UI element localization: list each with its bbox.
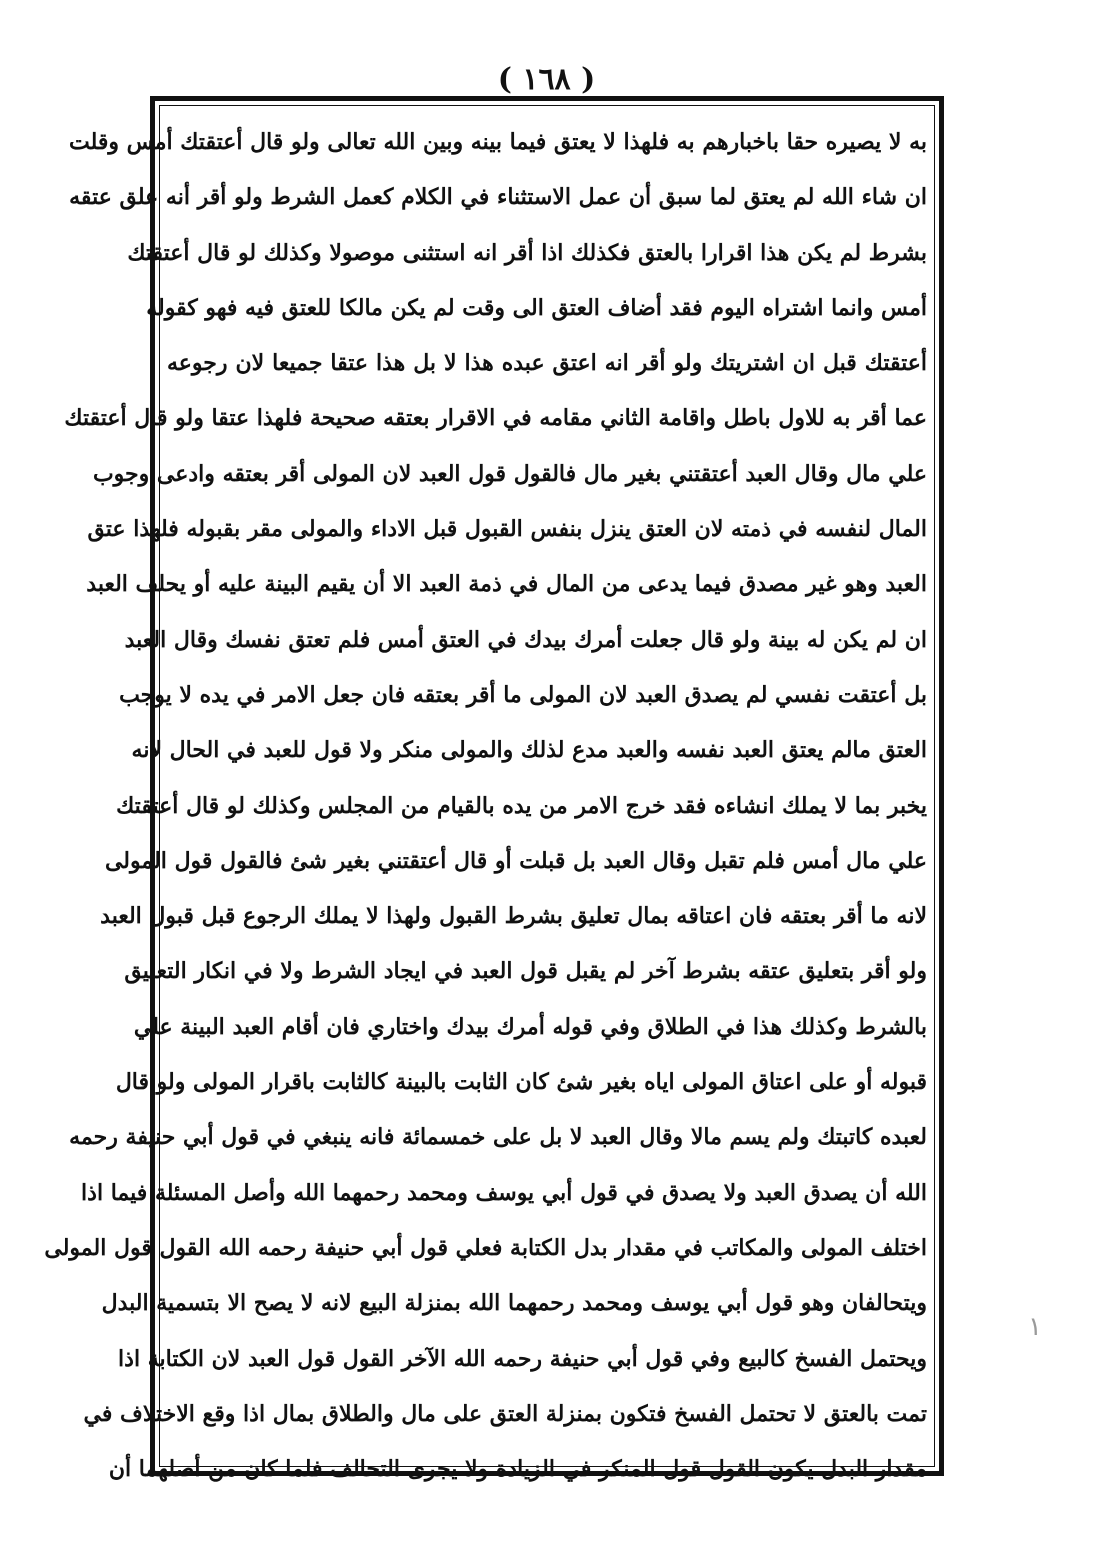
text-line: المال لنفسه في ذمته لان العتق ينزل بنفس القبول قبل الاداء والمولى مقر بقبوله فلهذا عتق: [87, 516, 927, 543]
text-line: أعتقتك قبل ان اشتريتك ولو أقر انه اعتق عبده هذا لا بل هذا عتقا جميعا لان رجوعه: [167, 350, 927, 377]
text-line: علي مال وقال العبد أعتقتني بغير مال فالقول قول العبد لان المولى أقر بعتقه وادعى وجوب: [92, 460, 927, 487]
text-line: ان لم يكن له بينة ولو قال جعلت أمرك بيدك في العتق أمس فلم تعتق نفسك وقال العبد: [124, 626, 927, 653]
text-line: بالشرط وكذلك هذا في الطلاق وفي قوله أمرك بيدك واختاري فان أقام العبد البينة علي: [133, 1013, 927, 1040]
text-line: اختلف المولى والمكاتب في مقدار بدل الكتابة فعلي قول أبي حنيفة رحمه الله القول قول المولى: [44, 1234, 927, 1261]
text-line: بشرط لم يكن هذا اقرارا بالعتق فكذلك اذا أقر انه استثنى موصولا وكذلك لو قال أعتقتك: [127, 239, 927, 266]
page-border: [44, 96, 944, 1483]
text-line: ان شاء الله لم يعتق لما سبق أن عمل الاستثناء في الكلام كعمل الشرط ولو أقر أنه علق عتقه: [69, 184, 927, 211]
text-line: لعبده كاتبتك ولم يسم مالا وقال العبد لا بل على خمسمائة فانه ينبغي في قول أبي حنيفة رحمه: [69, 1124, 927, 1151]
text-line: أمس وانما اشتراه اليوم فقد أضاف العتق الى وقت لم يكن مالكا للعتق فيه فهو كقوله: [146, 294, 927, 321]
text-line: ويحتمل الفسخ كالبيع وفي قول أبي حنيفة رحمه الله الآخر القول قول العبد لان الكتابة اذا: [118, 1345, 927, 1372]
page-number: ( ١٦٨ ): [497, 62, 596, 97]
text-line: الله أن يصدق العبد ولا يصدق في قول أبي يوسف ومحمد رحمهما الله وأصل المسئلة فيما اذا: [81, 1179, 927, 1206]
body-text: [44, 115, 927, 1497]
margin-mark: ١: [1028, 1312, 1042, 1342]
text-line: ولو أقر بتعليق عتقه بشرط آخر لم يقبل قول العبد في ايجاد الشرط ولا في انكار التعليق: [124, 958, 927, 985]
text-line: العتق مالم يعتق العبد نفسه والعبد مدع لذلك والمولى منكر ولا قول للعبد في الحال لانه: [131, 737, 927, 764]
text-line: قبوله أو على اعتاق المولى اياه بغير شئ كان الثابت بالبينة كالثابت باقرار المولى ولو قال: [115, 1069, 927, 1096]
text-line: بل أعتقت نفسي لم يصدق العبد لان المولى ما أقر بعتقه فان جعل الامر في يده لا يوجب: [119, 681, 927, 708]
text-line: عما أقر به للاول باطل واقامة الثاني مقامه في الاقرار بعتقه صحيحة فلهذا عتقا ولو قال أعتقتك: [64, 405, 927, 432]
text-line: يخبر بما لا يملك انشاءه فقد خرج الامر من يده بالقيام من المجلس وكذلك لو قال أعتقتك: [116, 792, 927, 819]
text-line: علي مال أمس فلم تقبل وقال العبد بل قبلت أو قال أعتقتني بغير شئ فالقول قول المولى: [104, 847, 927, 874]
text-line: ويتحالفان وهو قول أبي يوسف ومحمد رحمهما الله بمنزلة البيع لانه لا يصح الا بتسمية البدل: [101, 1290, 927, 1317]
text-line: لانه ما أقر بعتقه فان اعتاقه بمال تعليق بشرط القبول ولهذا لا يملك الرجوع قبل قبول العبد: [100, 903, 927, 930]
text-line: مقدار البدل يكون القول قول المنكر في الزيادة ولا يجرى التحالف فلما كان من أصلهما أن: [108, 1456, 927, 1483]
text-line: العبد وهو غير مصدق فيما يدعى من المال في ذمة العبد الا أن يقيم البينة عليه أو يحلف العبد: [86, 571, 927, 598]
text-line: تمت بالعتق لا تحتمل الفسخ فتكون بمنزلة العتق على مال والطلاق بمال اذا وقع الاختلاف في: [83, 1400, 927, 1427]
text-line: به لا يصيره حقا باخبارهم به فلهذا لا يعتق فيما بينه وبين الله تعالى ولو قال أعتقتك أمس وقلت: [68, 129, 927, 155]
